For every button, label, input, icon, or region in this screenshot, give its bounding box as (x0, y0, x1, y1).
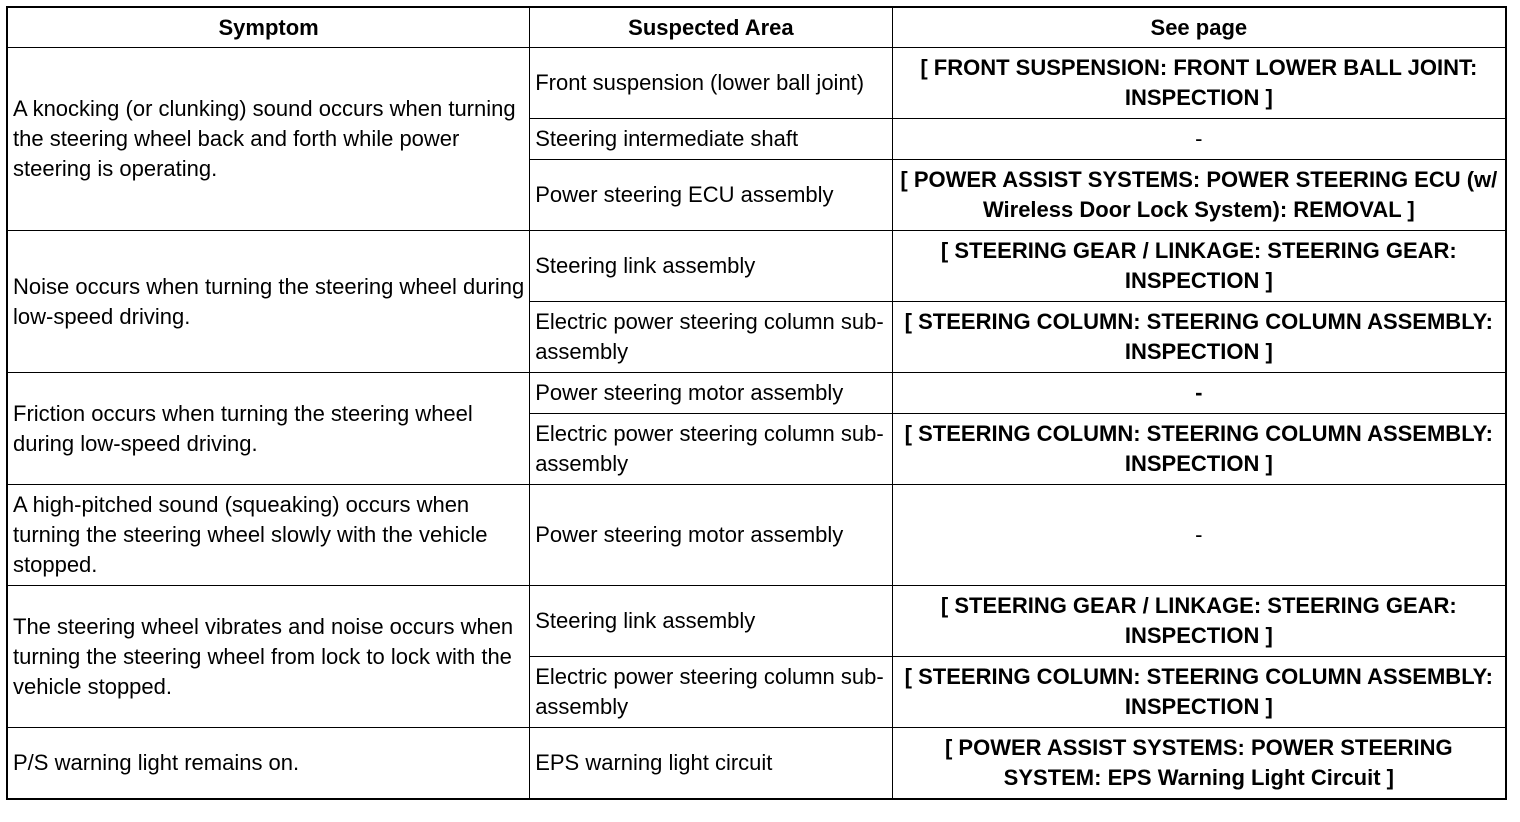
see-page-link[interactable]: [ POWER ASSIST SYSTEMS: POWER STEERING SYSTEM: EPS Warning Light Circuit ] (892, 728, 1506, 800)
suspected-area-cell: Power steering ECU assembly (530, 160, 892, 231)
symptom-table (6, 6, 1507, 800)
symptom-cell: The steering wheel vibrates and noise occurs when turning the steering wheel from lock to lock with the vehicle stopped. (7, 586, 530, 728)
see-page-link[interactable]: [ STEERING GEAR / LINKAGE: STEERING GEAR: INSPECTION ] (892, 231, 1506, 302)
suspected-area-cell: Power steering motor assembly (530, 485, 892, 586)
see-page-link[interactable]: [ FRONT SUSPENSION: FRONT LOWER BALL JOINT: INSPECTION ] (892, 48, 1506, 119)
symptom-cell: Friction occurs when turning the steering wheel during low-speed driving. (7, 373, 530, 485)
symptom-cell: Noise occurs when turning the steering wheel during low-speed driving. (7, 231, 530, 373)
suspected-area-cell: EPS warning light circuit (530, 728, 892, 800)
see-page-cell: - (892, 485, 1506, 586)
symptom-cell: A knocking (or clunking) sound occurs when turning the steering wheel back and forth while power steering is operating. (7, 48, 530, 231)
suspected-area-cell: Electric power steering column sub-assembly (530, 302, 892, 373)
suspected-area-cell: Power steering motor assembly (530, 373, 892, 414)
suspected-area-cell: Steering link assembly (530, 231, 892, 302)
suspected-area-cell: Electric power steering column sub-assembly (530, 414, 892, 485)
table-row (7, 48, 1506, 119)
suspected-area-cell: Front suspension (lower ball joint) (530, 48, 892, 119)
header-symptom: Symptom (7, 7, 530, 48)
see-page-link[interactable]: [ STEERING COLUMN: STEERING COLUMN ASSEMBLY: INSPECTION ] (892, 657, 1506, 728)
table-row (7, 485, 1506, 586)
see-page-link[interactable]: [ STEERING GEAR / LINKAGE: STEERING GEAR: INSPECTION ] (892, 586, 1506, 657)
symptom-cell: A high-pitched sound (squeaking) occurs when turning the steering wheel slowly with the vehicle stopped. (7, 485, 530, 586)
table-row (7, 728, 1506, 800)
suspected-area-cell: Steering intermediate shaft (530, 119, 892, 160)
symptom-cell: P/S warning light remains on. (7, 728, 530, 800)
table-row (7, 373, 1506, 414)
suspected-area-cell: Steering link assembly (530, 586, 892, 657)
table-row (7, 231, 1506, 302)
see-page-cell: - (892, 373, 1506, 414)
header-row (7, 7, 1506, 48)
table-row (7, 586, 1506, 657)
see-page-link[interactable]: [ STEERING COLUMN: STEERING COLUMN ASSEMBLY: INSPECTION ] (892, 302, 1506, 373)
header-see-page: See page (892, 7, 1506, 48)
header-suspected-area: Suspected Area (530, 7, 892, 48)
see-page-cell: - (892, 119, 1506, 160)
see-page-link[interactable]: [ STEERING COLUMN: STEERING COLUMN ASSEMBLY: INSPECTION ] (892, 414, 1506, 485)
see-page-link[interactable]: [ POWER ASSIST SYSTEMS: POWER STEERING ECU (w/ Wireless Door Lock System): REMOVAL ] (892, 160, 1506, 231)
suspected-area-cell: Electric power steering column sub-assembly (530, 657, 892, 728)
